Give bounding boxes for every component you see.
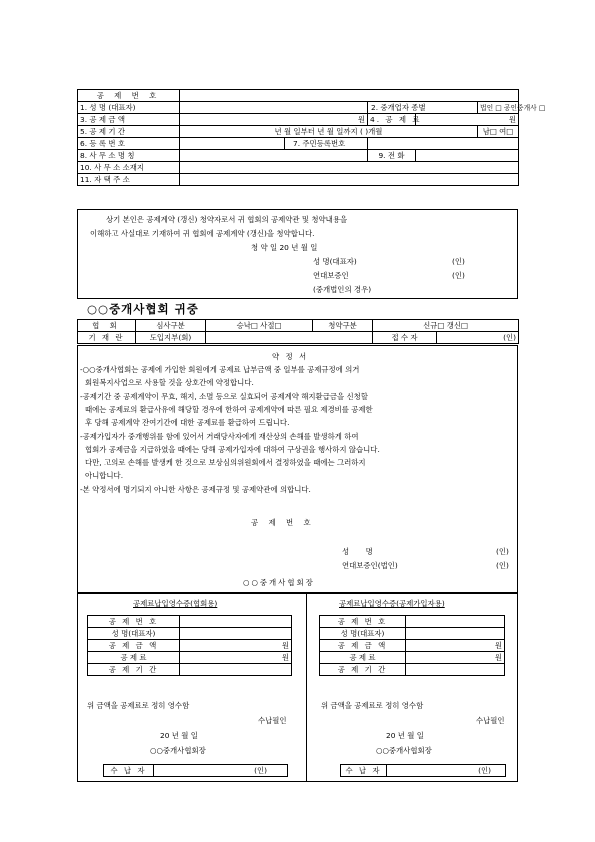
pledge-line: 다만, 고의로 손해를 발생케 한 것으로 보상심의위원회에서 결정하였을 때에는 그러하지 bbox=[85, 458, 366, 467]
resident-number-label: 7. 주민등록번호 bbox=[285, 138, 368, 150]
office-use-table bbox=[77, 319, 519, 344]
applicant-name-label: 성 명(대표자) bbox=[313, 257, 357, 266]
entry-field-label: 기 재 란 bbox=[78, 332, 136, 344]
receipt-right-label: 공 제 기 간 bbox=[320, 664, 406, 676]
receipt-right-president: ○○중개사협회장 bbox=[376, 746, 432, 755]
pledge-name-seal[interactable]: (인) bbox=[496, 547, 509, 556]
receipt-right-received: 위 금액을 공제료로 정히 영수함 bbox=[321, 701, 424, 710]
applicant-info-table bbox=[77, 89, 546, 186]
pledge-president: ○○중개사협회장 bbox=[243, 578, 315, 587]
deduction-amount-label: 3. 공 제 금 액 bbox=[78, 114, 180, 126]
receipt-right-table bbox=[319, 615, 505, 676]
receipt-left-label: 공 제 료 bbox=[88, 652, 180, 664]
receipt-right-receiver: 수납필인 bbox=[476, 716, 505, 725]
deduction-amount-unit[interactable]: 원 bbox=[180, 114, 368, 126]
applicant-seal[interactable]: (인) bbox=[452, 257, 465, 266]
pledge-line: 아니합니다. bbox=[85, 471, 124, 480]
receipt-left-label: 공 제 금 액 bbox=[88, 640, 180, 652]
table-row bbox=[78, 114, 519, 126]
association-heading: ○○중개사협회 귀중 bbox=[87, 302, 199, 316]
table-row bbox=[78, 138, 519, 150]
home-address-label: 11. 자 택 주 소 bbox=[78, 174, 180, 186]
period-field[interactable]: 년 월 일부터 년 월 일까지 ( )개월 bbox=[180, 126, 478, 138]
pledge-guarantor-seal[interactable]: (인) bbox=[496, 561, 509, 570]
name-field[interactable] bbox=[180, 102, 368, 114]
table-row bbox=[88, 640, 292, 652]
table-row bbox=[78, 174, 519, 186]
receipt-left-receiver: 수납필인 bbox=[258, 716, 287, 725]
new-renew-options[interactable]: 신규□ 갱신□ bbox=[373, 320, 519, 332]
receipt-right-label: 성 명(대표자) bbox=[320, 628, 406, 640]
collector-label: 수 납 자 bbox=[104, 765, 154, 777]
receipt-left-value[interactable]: 원 bbox=[180, 652, 292, 664]
table-row bbox=[320, 616, 505, 628]
receipt-left-label: 공 제 기 간 bbox=[88, 664, 180, 676]
table-row bbox=[341, 765, 506, 777]
premium-unit[interactable]: 원 bbox=[416, 114, 519, 126]
receipt-left-collector bbox=[103, 764, 288, 777]
application-date[interactable]: 청 약 일 20 년 월 일 bbox=[251, 243, 318, 252]
premium-label: 4. 공 제 료 bbox=[368, 114, 416, 126]
receipt-right-collector bbox=[340, 764, 506, 777]
office-address-label: 10. 사 무 소 소재지 bbox=[78, 162, 180, 174]
table-row bbox=[78, 320, 519, 332]
table-row bbox=[320, 628, 505, 640]
receipt-left-received: 위 금액을 공제료로 정히 영수함 bbox=[87, 701, 190, 710]
name-label: 1. 성 명 (대표자) bbox=[78, 102, 180, 114]
table-row bbox=[88, 616, 292, 628]
broker-type-options[interactable]: 법인 □ 공인중개사 □ bbox=[478, 102, 519, 114]
pledge-name-label: 성 명 bbox=[342, 547, 373, 556]
pledge-line: -공제기간 중 공제계약이 무효, 해지, 소멸 등으로 실효되어 공제계약 해지환급금을 신청할 bbox=[80, 392, 368, 401]
deduction-number-field[interactable] bbox=[180, 90, 519, 102]
receipt-right-value[interactable] bbox=[406, 616, 505, 628]
application-text-line: 상기 본인은 공제계약 (갱신) 청약자로서 귀 협회의 공제약관 및 청약내용을 bbox=[106, 215, 348, 224]
table-row bbox=[88, 628, 292, 640]
registration-number-field[interactable] bbox=[180, 138, 285, 150]
branch-field[interactable] bbox=[206, 332, 373, 344]
phone-field[interactable] bbox=[416, 150, 519, 162]
table-row bbox=[78, 332, 519, 344]
receipt-left-value[interactable]: 원 bbox=[180, 640, 292, 652]
receipt-left-label: 성 명(대표자) bbox=[88, 628, 180, 640]
table-row bbox=[88, 664, 292, 676]
receipt-right-label: 공 제 금 액 bbox=[320, 640, 406, 652]
application-type-label: 청약구분 bbox=[313, 320, 373, 332]
table-row bbox=[78, 126, 519, 138]
broker-type-label: 2. 중개업자 종별 bbox=[368, 102, 478, 114]
pledge-guarantor-label: 연대보증인(법인) bbox=[342, 561, 398, 570]
home-address-field[interactable] bbox=[180, 174, 519, 186]
receiver-seal[interactable]: (인) bbox=[437, 332, 519, 344]
receipt-right-date[interactable]: 20 년 월 일 bbox=[386, 731, 424, 740]
pledge-line: 후 당해 공제계약 잔여기간에 대한 공제료를 환급하여 드립니다. bbox=[85, 418, 290, 427]
receipt-left-value[interactable] bbox=[180, 664, 292, 676]
phone-label: 9. 전 화 bbox=[368, 150, 416, 162]
office-name-label: 8. 사 무 소 명 칭 bbox=[78, 150, 180, 162]
table-row bbox=[320, 640, 505, 652]
guarantor-label: 연대보증인 bbox=[313, 271, 349, 280]
approval-options[interactable]: 승낙□ 사절□ bbox=[206, 320, 313, 332]
review-type-label: 심사구분 bbox=[136, 320, 206, 332]
table-row bbox=[320, 652, 505, 664]
pledge-line: 회원복지사업으로 사용할 것을 상호간에 약정합니다. bbox=[85, 378, 254, 387]
pledge-line: -공제가입자가 중개행위를 함에 있어서 거래당사자에게 재산상의 손해를 발생하게 하여 bbox=[80, 432, 359, 441]
receipt-left-table bbox=[87, 615, 292, 676]
pledge-title: 약 정 서 bbox=[272, 352, 309, 361]
table-row bbox=[78, 90, 519, 102]
pledge-number-label: 공 제 번 호 bbox=[251, 518, 315, 527]
branch-label: 도입지부(회) bbox=[136, 332, 206, 344]
guarantor-note: (중개법인의 경우) bbox=[313, 285, 372, 294]
association-label: 협 회 bbox=[78, 320, 136, 332]
collector-label: 수 납 자 bbox=[341, 765, 387, 777]
receipt-right-value[interactable] bbox=[406, 664, 505, 676]
collector-seal[interactable]: (인) bbox=[387, 765, 506, 777]
receipt-right-label: 공 제 번 호 bbox=[320, 616, 406, 628]
receipt-left-label: 공 제 번 호 bbox=[88, 616, 180, 628]
receipt-right-title: 공제료납입영수증(공제가입자용) bbox=[339, 599, 445, 608]
pledge-line: -본 약정서에 명기되지 아니한 사항은 공제규정 및 공제약관에 의합니다. bbox=[80, 485, 311, 494]
deduction-number-label: 공 제 번 호 bbox=[78, 90, 180, 102]
gender-options[interactable]: 남□ 여□ bbox=[478, 126, 519, 138]
receipt-left-president: ○○중개사협회장 bbox=[150, 746, 206, 755]
receiver-label: 접 수 자 bbox=[373, 332, 437, 344]
table-row bbox=[78, 150, 519, 162]
pledge-line: -○○중개사협회는 공제에 가입한 회원에게 공제료 납부금액 중 일부를 공제규정에 의거 bbox=[80, 365, 360, 374]
receipt-right-value[interactable]: 원 bbox=[406, 652, 505, 664]
guarantor-seal[interactable]: (인) bbox=[452, 271, 465, 280]
receipt-divider bbox=[306, 593, 307, 782]
pledge-line: 협회가 공제금을 지급하였을 때에는 당해 공제가입자에 대하여 구상권을 행사하지 않습니다. bbox=[85, 445, 380, 454]
office-address-field[interactable] bbox=[180, 162, 519, 174]
receipt-left-date[interactable]: 20 년 월 일 bbox=[160, 731, 198, 740]
receipt-left-value[interactable] bbox=[180, 616, 292, 628]
receipt-left-value[interactable] bbox=[180, 628, 292, 640]
table-row bbox=[320, 664, 505, 676]
collector-seal[interactable]: (인) bbox=[154, 765, 288, 777]
receipt-right-value[interactable] bbox=[406, 628, 505, 640]
receipt-left-title: 공제료납입영수증(협회용) bbox=[133, 599, 218, 608]
application-text-line: 이해하고 사실대로 기재하여 귀 협회에 공제계약 (갱신)을 청약합니다. bbox=[90, 229, 315, 238]
table-row bbox=[78, 102, 519, 114]
table-row bbox=[88, 652, 292, 664]
pledge-line: 때에는 공제료의 환급사유에 해당할 경우에 한하여 공제계약에 따른 필요 제경비를 공제한 bbox=[85, 405, 373, 414]
table-row bbox=[104, 765, 288, 777]
period-label: 5. 공 제 기 간 bbox=[78, 126, 180, 138]
receipt-right-value[interactable]: 원 bbox=[406, 640, 505, 652]
office-name-field[interactable] bbox=[180, 150, 368, 162]
resident-number-field[interactable] bbox=[368, 138, 519, 150]
receipt-right-label: 공 제 료 bbox=[320, 652, 406, 664]
table-row bbox=[78, 162, 519, 174]
registration-number-label: 6. 등 록 번 호 bbox=[78, 138, 180, 150]
